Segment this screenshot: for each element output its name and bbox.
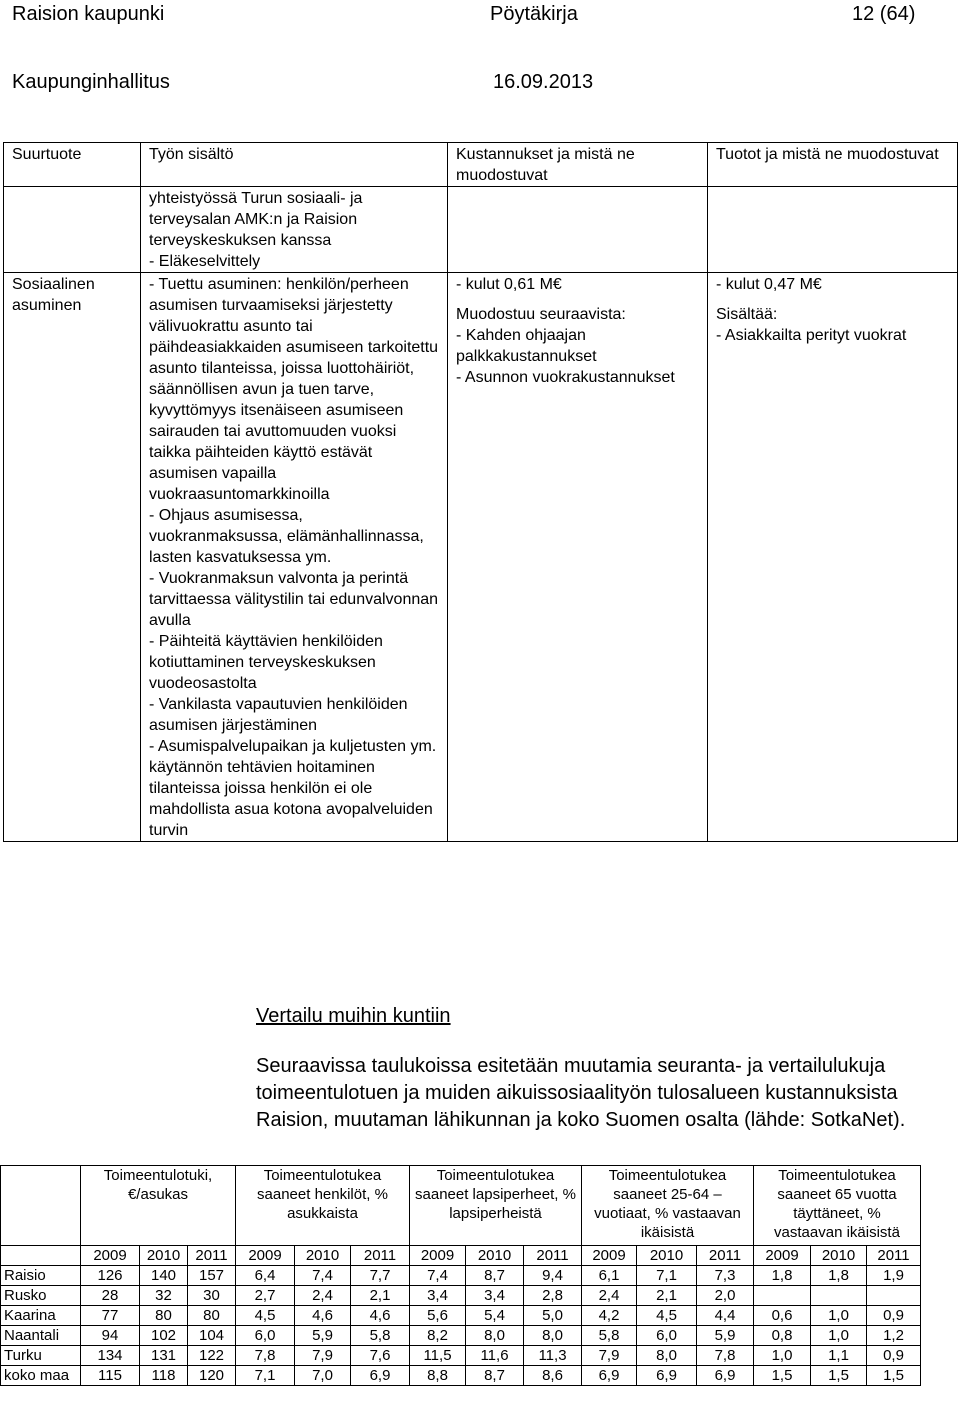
table-cell: 2,1 [637,1286,697,1306]
table-cell [811,1286,867,1306]
group-header: Toimeentulotukea saaneet henkilöt, % asukkaista [236,1166,410,1246]
work-item: - Päihteitä käyttävien henkilöiden kotiuttaminen terveyskeskuksen vuodeosastolta [149,633,383,692]
table-cell: 2,1 [351,1286,410,1306]
section-title: Vertailu muihin kuntiin [256,1005,451,1027]
table-cell: 4,5 [236,1306,295,1326]
municipality-name: Raisio [1,1266,81,1286]
table-row [1,1326,921,1346]
col-header-revenue: Tuotot ja mistä ne muodostuvat [708,143,958,187]
table-cell: 4,2 [582,1306,637,1326]
table-cell [867,1286,921,1306]
costs-heading: Muodostuu seuraavista: [456,306,626,323]
table-cell: 140 [140,1266,188,1286]
table-cell: 6,1 [582,1266,637,1286]
table-cell: 7,4 [410,1266,466,1286]
year-header: 2011 [524,1246,582,1266]
work-item: - Tuettu asuminen: henkilön/perheen asumisen turvaamiseksi järjestetty välivuokrattu asunto tai päihdeasiakkaiden asumiseen tarkoitettu asunto tilanteissa, joissa luottohäiriöt, säännöllisen avun ja tuen tarve, kyvyttömyys itsenäiseen asumiseen sairauden tai avuttomuuden vuoksi taikka päihteiden käyttö estävät asumisen vapailla vuokraasuntomarkkinoilla [149,276,439,503]
table-cell: 7,8 [236,1346,295,1366]
work-content [141,273,448,842]
table-row [1,1366,921,1386]
table-cell: 1,0 [754,1346,811,1366]
table-cell: 4,5 [637,1306,697,1326]
year-header: 2010 [466,1246,524,1266]
year-header: 2009 [81,1246,140,1266]
cont-item: - Eläkeselvittely [149,253,261,270]
revenue-heading: Sisältää: [716,306,778,323]
year-header: 2010 [295,1246,351,1266]
table-cell [754,1286,811,1306]
table-cell: 11,5 [410,1346,466,1366]
table-cell: 1,5 [867,1366,921,1386]
table-cell: 32 [140,1286,188,1306]
table-cell: 5,6 [410,1306,466,1326]
product-table-row [4,273,958,842]
comparison-group-row [1,1166,921,1246]
table-cell: 5,9 [697,1326,754,1346]
table-cell: 1,0 [811,1306,867,1326]
table-cell: 8,0 [637,1346,697,1366]
table-cell: 6,9 [637,1366,697,1386]
table-cell: 8,7 [466,1366,524,1386]
header-page-number: 12 (64) [852,3,916,25]
costs-item: - Kahden ohjaajan palkkakustannukset [456,327,597,365]
year-header: 2011 [351,1246,410,1266]
table-cell: 6,9 [697,1366,754,1386]
work-item: - Vankilasta vapautuvien henkilöiden asumisen järjestäminen [149,696,408,734]
year-header: 2010 [637,1246,697,1266]
table-cell: 1,9 [867,1266,921,1286]
table-cell: 5,8 [582,1326,637,1346]
table-cell: 8,2 [410,1326,466,1346]
table-cell: 2,4 [295,1286,351,1306]
product-table-cont-row [4,187,958,273]
table-cell: 11,3 [524,1346,582,1366]
table-cell: 11,6 [466,1346,524,1366]
table-cell: 126 [81,1266,140,1286]
table-cell: 7,0 [295,1366,351,1386]
table-cell: 2,0 [697,1286,754,1306]
table-cell: 118 [140,1366,188,1386]
table-cell: 5,4 [466,1306,524,1326]
table-cell: 77 [81,1306,140,1326]
col-header-work: Työn sisältö [141,143,448,187]
table-cell: 120 [188,1366,236,1386]
table-cell: 4,6 [295,1306,351,1326]
header-doc-type: Pöytäkirja [490,3,578,25]
table-cell: 104 [188,1326,236,1346]
table-cell: 30 [188,1286,236,1306]
year-header: 2011 [867,1246,921,1266]
table-cell: 6,9 [582,1366,637,1386]
comparison-year-row [1,1246,921,1266]
table-cell: 8,0 [524,1326,582,1346]
municipality-name: Turku [1,1346,81,1366]
table-cell: 157 [188,1266,236,1286]
group-header: Toimeentulotukea saaneet lapsiperheet, % lapsiperheistä [410,1166,582,1246]
table-cell: 1,0 [811,1326,867,1346]
table-cell: 134 [81,1346,140,1366]
table-row [1,1346,921,1366]
table-cell: 7,7 [351,1266,410,1286]
section-intro: Seuraavissa taulukoissa esitetään muutamia seuranta- ja vertailulukuja toimeentulotuen ja muiden aikuissosiaalityön tulosalueen kustannuksista Raision, muutaman lähikunnan ja koko Suomen osalta (lähde: SotkaNet). [256,1055,906,1131]
header-body: Kaupunginhallitus [12,71,170,93]
year-header: 2010 [140,1246,188,1266]
col-header-product: Suurtuote [4,143,141,187]
year-header: 2010 [811,1246,867,1266]
table-cell: 1,5 [754,1366,811,1386]
table-row [1,1266,921,1286]
table-cell: 115 [81,1366,140,1386]
table-cell: 0,8 [754,1326,811,1346]
product-table [3,142,958,842]
table-cell: 94 [81,1326,140,1346]
year-header: 2009 [582,1246,637,1266]
table-cell: 0,6 [754,1306,811,1326]
table-cell: 1,8 [754,1266,811,1286]
table-cell: 7,8 [697,1346,754,1366]
year-header: 2009 [236,1246,295,1266]
table-cell: 4,4 [697,1306,754,1326]
costs-content [448,273,708,842]
comparison-table [0,1165,921,1386]
table-cell: 7,9 [582,1346,637,1366]
group-header: Toimeentulotuki, €/asukas [81,1166,236,1246]
table-cell: 5,0 [524,1306,582,1326]
table-cell: 4,6 [351,1306,410,1326]
costs-total: - kulut 0,61 M€ [456,276,562,293]
revenue-content [708,273,958,842]
revenue-total: - kulut 0,47 M€ [716,276,822,293]
table-cell: 6,0 [637,1326,697,1346]
table-cell: 5,8 [351,1326,410,1346]
table-cell: 9,4 [524,1266,582,1286]
table-cell: 28 [81,1286,140,1306]
municipality-name: koko maa [1,1366,81,1386]
table-cell: 7,3 [697,1266,754,1286]
col-header-costs: Kustannukset ja mistä ne muodostuvat [448,143,708,187]
table-row [1,1286,921,1306]
table-cell: 6,0 [236,1326,295,1346]
table-cell: 80 [188,1306,236,1326]
table-cell: 7,4 [295,1266,351,1286]
work-item: - Ohjaus asumisessa, vuokranmaksussa, elämänhallinnassa, lasten kasvatuksessa ym. [149,507,424,566]
table-cell: 2,4 [582,1286,637,1306]
table-cell: 80 [140,1306,188,1326]
table-cell: 1,2 [867,1326,921,1346]
table-cell: 8,8 [410,1366,466,1386]
table-cell: 102 [140,1326,188,1346]
table-cell: 1,1 [811,1346,867,1366]
work-item: - Vuokranmaksun valvonta ja perintä tarvittaessa välitystilin tai edunvalvonnan avulla [149,570,439,629]
group-header: Toimeentulotukea saaneet 65 vuotta täyttäneet, % vastaavan ikäisistä [754,1166,921,1246]
municipality-name: Naantali [1,1326,81,1346]
product-table-header-row [4,143,958,187]
table-cell: 8,0 [466,1326,524,1346]
comparison-body [1,1266,921,1386]
table-cell: 1,5 [811,1366,867,1386]
table-cell: 1,8 [811,1266,867,1286]
table-cell: 3,4 [410,1286,466,1306]
table-cell: 122 [188,1346,236,1366]
year-header: 2011 [188,1246,236,1266]
table-cell: 7,6 [351,1346,410,1366]
table-cell: 7,1 [236,1366,295,1386]
table-cell: 7,9 [295,1346,351,1366]
municipality-name: Rusko [1,1286,81,1306]
table-cell: 131 [140,1346,188,1366]
work-item: - Asumispalvelupaikan ja kuljetusten ym. käytännön tehtävien hoitaminen tilanteissa joissa henkilön ei ole mahdollista asua kotona avopalveluiden turvin [149,738,437,839]
table-cell: 2,8 [524,1286,582,1306]
costs-item: - Asunnon vuokrakustannukset [456,369,675,386]
group-header: Toimeentulotukea saaneet 25-64 – vuotiaat, % vastaavan ikäisistä [582,1166,754,1246]
header-city: Raision kaupunki [12,3,165,25]
table-cell: 7,1 [637,1266,697,1286]
table-cell: 2,7 [236,1286,295,1306]
table-cell: 6,9 [351,1366,410,1386]
table-cell: 0,9 [867,1346,921,1366]
table-row [1,1306,921,1326]
table-cell: 8,6 [524,1366,582,1386]
municipality-name: Kaarina [1,1306,81,1326]
table-cell: 6,4 [236,1266,295,1286]
table-cell: 5,9 [295,1326,351,1346]
year-header: 2009 [754,1246,811,1266]
revenue-item: - Asiakkailta perityt vuokrat [716,327,907,344]
table-cell: 8,7 [466,1266,524,1286]
year-header: 2011 [697,1246,754,1266]
header-date: 16.09.2013 [493,71,594,93]
cont-text: yhteistyössä Turun sosiaali- ja terveysalan AMK:n ja Raision terveyskeskuksen kanssa [149,190,363,249]
year-header: 2009 [410,1246,466,1266]
product-name: Sosiaalinen asuminen [4,273,141,842]
table-cell: 0,9 [867,1306,921,1326]
table-cell: 3,4 [466,1286,524,1306]
